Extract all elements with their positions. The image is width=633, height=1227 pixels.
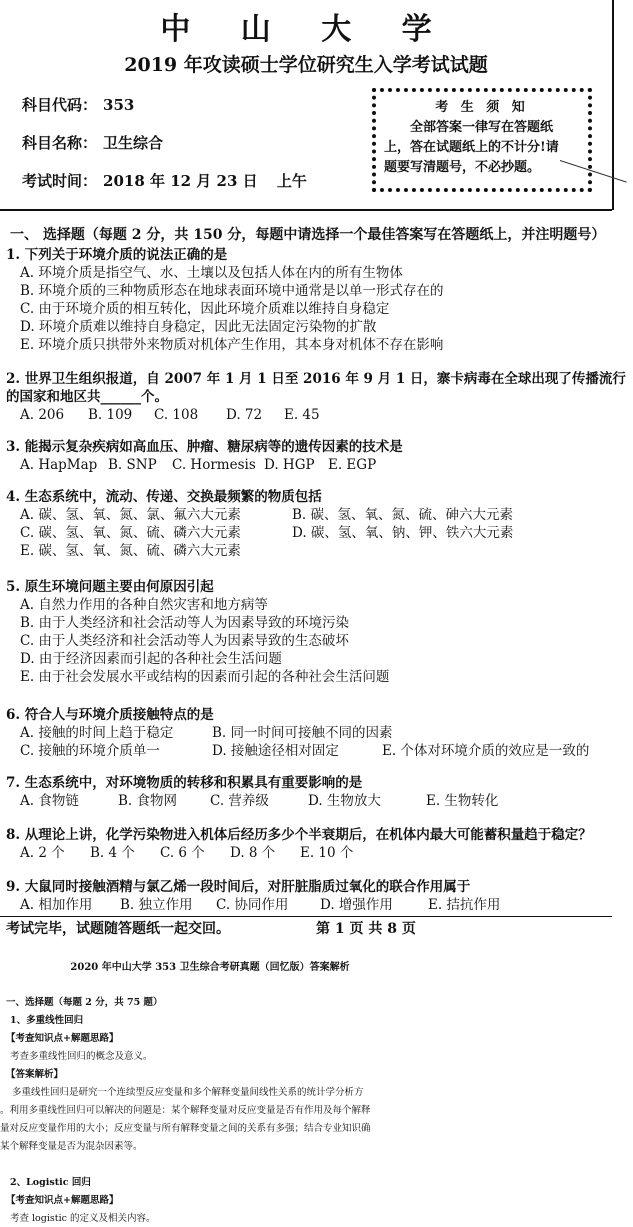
option: B. 同一时间可接触不同的因素 — [212, 725, 393, 741]
subject-name — [22, 132, 163, 153]
exam-time-period: 上午 — [276, 172, 307, 190]
question-stem: 1. 下列关于环境介质的说法正确的是 — [6, 247, 228, 263]
option: B. 独立作用 — [120, 897, 193, 913]
option-row — [6, 844, 612, 862]
option-row — [6, 524, 612, 542]
option: E. 10 个 — [300, 845, 354, 861]
footer-divider — [0, 916, 612, 917]
option: C. 接触的环境介质单一 — [20, 743, 160, 759]
question-stem: 4. 生态系统中，流动、传递、交换最频繁的物质包括 — [6, 489, 322, 505]
exam-time — [22, 170, 307, 191]
university-name: 中 山 大 学 — [160, 12, 452, 47]
option: C. 由于环境介质的相互转化，因此环境介质难以维持自身稳定 — [20, 301, 390, 317]
option: C. Hormesis — [172, 457, 256, 473]
answer-tag: 【考查知识点+解题思路】 — [6, 1033, 119, 1044]
option: E. 生物转化 — [426, 793, 499, 809]
option: C. 由于人类经济和社会活动等人为因素导致的生态破坏 — [20, 633, 349, 649]
option: A. 环境介质是指空气、水、土壤以及包括人体在内的所有生物体 — [20, 265, 403, 281]
option: C. 108 — [154, 407, 199, 423]
section-heading: 一、 选择题（每题 2 分，共 150 分，每题中请选择一个最佳答案写在答题纸上，并注明题号） — [10, 227, 606, 243]
exam-time-label: 考试时间： — [22, 172, 98, 190]
answer-title: 2020 年中山大学 353 卫生综合考研真题（回忆版）答案解析 — [70, 962, 350, 973]
option: D. 接触途径相对固定 — [212, 743, 339, 759]
footer-note: 考试完毕，试题随答题纸一起交回。 — [6, 921, 230, 937]
question-stem: 3. 能揭示复杂疾病如高血压、肿瘤、糖尿病等的遗传因素的技术是 — [6, 439, 403, 455]
option: C. 营养级 — [210, 793, 269, 809]
subject-name-value: 卫生综合 — [103, 134, 164, 152]
page-number: 第 1 页 共 8 页 — [316, 921, 416, 937]
option: A. 自然力作用的各种自然灾害和地方病等 — [20, 597, 268, 613]
answer-page — [0, 950, 633, 1227]
subject-code-value: 353 — [103, 96, 135, 114]
subject-code — [22, 94, 134, 115]
option-row — [6, 506, 612, 524]
option: A. 接触的时间上趋于稳定 — [20, 725, 174, 741]
question-4 — [6, 488, 612, 560]
question-6 — [6, 706, 612, 760]
answer-item: 1、多重线性回归 — [10, 1015, 84, 1026]
subject-code-label: 科目代码： — [22, 96, 98, 114]
option: E. 45 — [284, 407, 320, 423]
question-stem: 8. 从理论上讲，化学污染物进入机体后经历多少个半衰期后，在机体内最大可能蓄积量趋于稳定？ — [6, 827, 592, 843]
option: A. HapMap — [20, 457, 98, 473]
subject-name-label: 科目名称： — [22, 134, 98, 152]
option-row — [6, 896, 612, 914]
option: E. 个体对环境介质的效应是一致的 — [382, 743, 590, 759]
question-stem-continued: 的国家和地区共______个。 — [6, 389, 168, 405]
answer-text: 某个解释变量是否为混杂因素等。 — [0, 1141, 143, 1152]
notice-line: 题要写清题号，不必抄题。 — [384, 160, 541, 175]
option: A. 2 个 — [20, 845, 65, 861]
question-2 — [6, 370, 626, 424]
option: E. EGP — [328, 457, 377, 473]
option: D. 8 个 — [230, 845, 276, 861]
question-8 — [6, 826, 612, 862]
option-row — [6, 742, 612, 760]
exam-time-value: 2018 年 12 月 23 日 — [103, 172, 258, 190]
answer-text: 考查多重线性回归的概念及意义。 — [10, 1051, 153, 1062]
exam-title: 2019 年攻读硕士学位研究生入学考试试题 — [124, 54, 488, 76]
question-stem: 9. 大鼠同时接触酒精与氯乙烯一段时间后，对肝脏脂质过氧化的联合作用属于 — [6, 879, 471, 895]
option: A. 碳、氢、氧、氮、氯、氟六大元素 — [20, 507, 241, 523]
answer-tag: 【答案解析】 — [6, 1069, 64, 1080]
option: D. 环境介质难以维持自身稳定，因此无法固定污染物的扩散 — [20, 319, 377, 335]
option: A. 相加作用 — [20, 897, 93, 913]
option: D. 碳、氢、氧、钠、钾、铁六大元素 — [292, 525, 514, 541]
option: D. 72 — [226, 407, 263, 423]
answer-tag: 【考查知识点+解题思路】 — [6, 1195, 119, 1206]
question-5 — [6, 578, 612, 686]
option: B. 环境介质的三种物质形态在地球表面环境中通常是以单一形式存在的 — [20, 283, 444, 299]
candidate-notice — [372, 88, 592, 192]
option: B. 碳、氢、氧、氮、硫、砷六大元素 — [292, 507, 514, 523]
option: C. 6 个 — [160, 845, 205, 861]
notice-title: 考 生 须 知 — [435, 100, 529, 115]
option: B. 食物网 — [118, 793, 178, 809]
answer-item: 2、Logistic 回归 — [10, 1177, 91, 1188]
question-stem: 7. 生态系统中，对环境物质的转移和积累具有重要影响的是 — [6, 775, 363, 791]
question-1 — [6, 246, 612, 354]
option-row — [6, 724, 612, 742]
answer-text: 量对反应变量作用的大小；反应变量与所有解释变量之间的关系有多强；结合专业知识确 — [0, 1123, 371, 1134]
notice-line: 全部答案一律写在答题纸 — [410, 120, 554, 135]
notice-line: 上，答在试题纸上的不计分!请 — [384, 140, 559, 155]
option: B. 109 — [88, 407, 133, 423]
question-3 — [6, 438, 612, 474]
option-row — [6, 456, 612, 474]
option: C. 碳、氢、氧、氮、硫、磷六大元素 — [20, 525, 241, 541]
option: E. 碳、氢、氧、氮、硫、磷六大元素 — [20, 543, 241, 559]
answer-text: 多重线性回归是研究一个连续型反应变量和多个解释变量间线性关系的统计学分析方 — [12, 1087, 364, 1098]
option-row — [6, 792, 612, 810]
question-stem: 6. 符合人与环境介质接触特点的是 — [6, 707, 214, 723]
option: E. 拮抗作用 — [428, 897, 501, 913]
option: D. 由于经济因素而引起的各种社会生活问题 — [20, 651, 282, 667]
option-row — [6, 406, 612, 424]
question-stem: 5. 原生环境问题主要由何原因引起 — [6, 579, 214, 595]
option: A. 食物链 — [20, 793, 79, 809]
question-stem: 2. 世界卫生组织报道，自 2007 年 1 月 1 日至 2016 年 9 月 1 日，寨卡病毒在全球出现了传播流行 — [6, 371, 626, 387]
header-divider — [0, 209, 612, 211]
answer-section: 一、选择题（每题 2 分，共 75 题） — [6, 997, 163, 1008]
option: D. 生物放大 — [308, 793, 381, 809]
question-9 — [6, 878, 612, 914]
answer-text: 考查 logistic 的定义及相关内容。 — [10, 1213, 156, 1224]
answer-text: 。利用多重线性回归可以解决的问题是：某个解释变量对反应变量是否有作用及每个解释 — [0, 1105, 371, 1116]
option: B. SNP — [108, 457, 157, 473]
option: D. HGP — [264, 457, 315, 473]
option: D. 增强作用 — [320, 897, 393, 913]
option: B. 由于人类经济和社会活动等人为因素导致的环境污染 — [20, 615, 350, 631]
question-7 — [6, 774, 612, 810]
option: E. 环境介质只拱带外来物质对机体产生作用，其本身对机体不存在影响 — [20, 337, 444, 353]
option: B. 4 个 — [90, 845, 135, 861]
option: E. 由于社会发展水平或结构的因素而引起的各种社会生活问题 — [20, 669, 390, 685]
option: A. 206 — [20, 407, 65, 423]
option: C. 协同作用 — [216, 897, 289, 913]
